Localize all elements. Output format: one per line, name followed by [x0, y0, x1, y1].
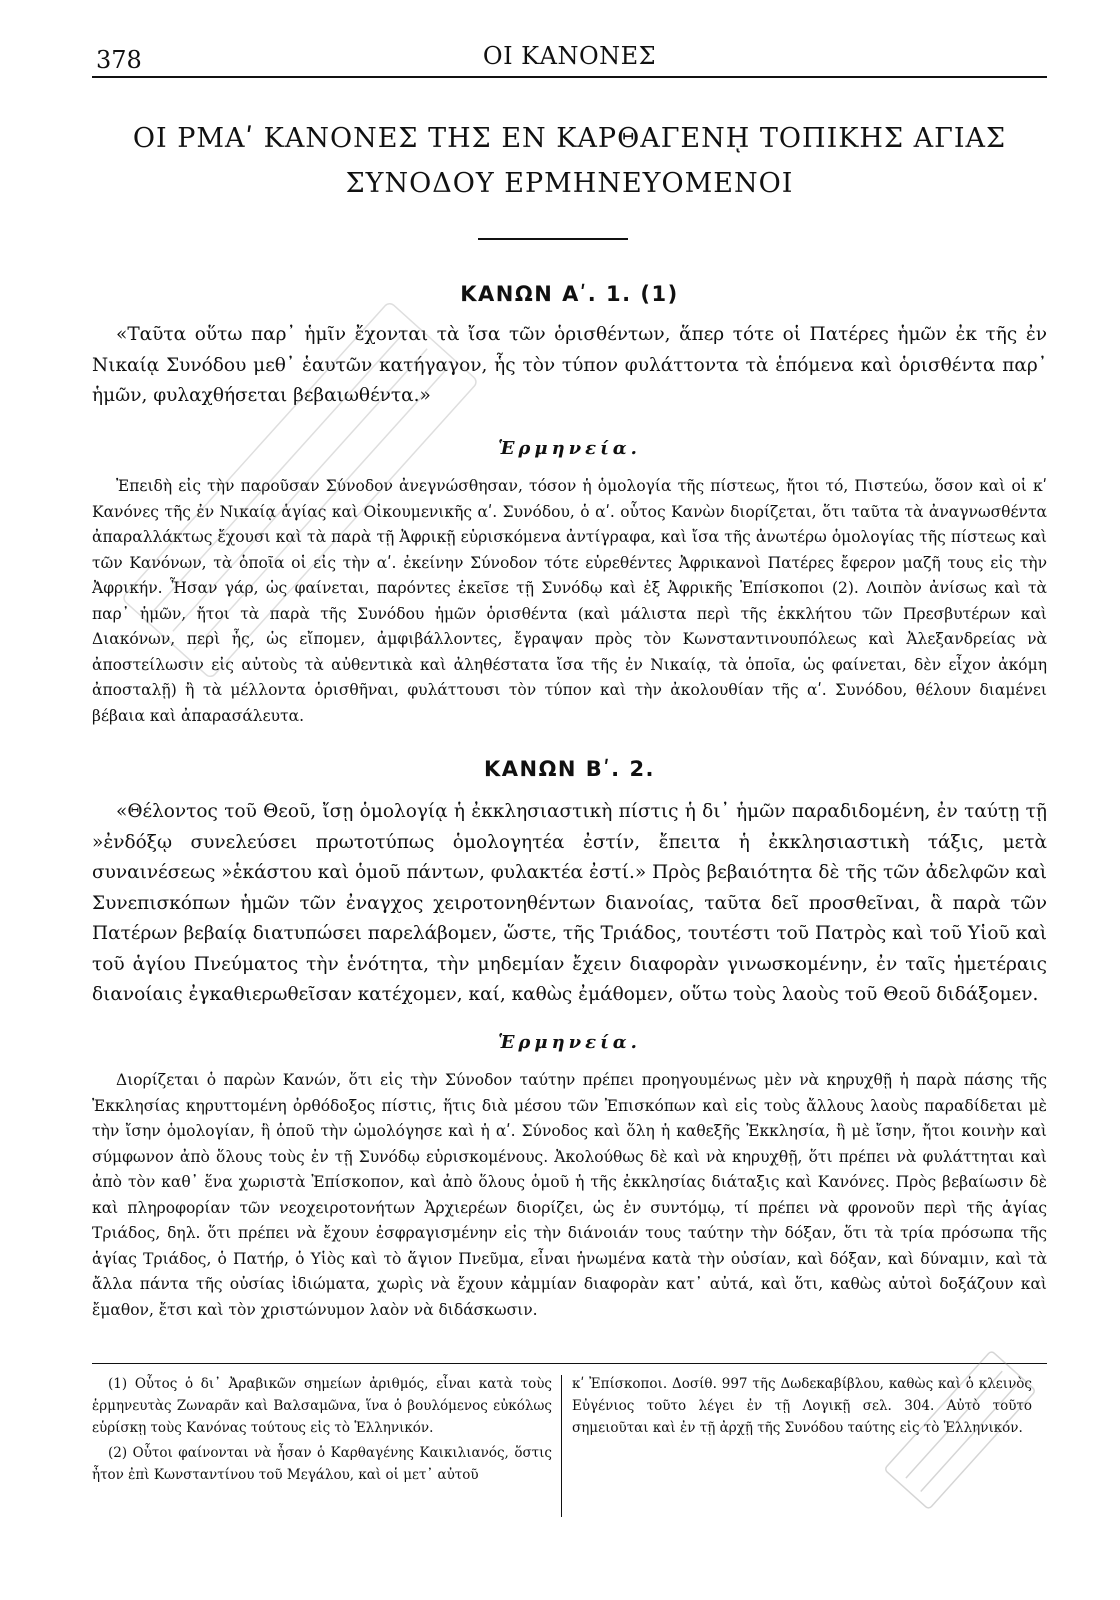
footnote-column-right: [572, 1373, 1032, 1442]
canon-2-heading: ΚΑΝΩΝ Βʹ. 2.: [483, 757, 656, 781]
page-title: [92, 116, 1047, 206]
canon-2-interpretation-text: Διορίζεται ὁ παρὼν Κανών, ὅτι εἰς τὴν Σύνοδον ταύτην πρέπει προηγουμένως μὲν νὰ κηρυχθῇ ἡ παρὰ πάσης τῆς Ἐκκλησίας κηρυττομένη ὀρθόδοξος πίστις, ἥτις διὰ μέσου τῶν Ἐπισκόπων καὶ εἰς τοὺς ἄλλους λαοὺς παραδίδεται μὲ τὴν ἴσην ὁμολογίαν, ἣ ὁποῦ τὴν ὡμολόγησε καὶ ἡ αʹ. Σύνοδος καὶ ὅλη ἡ καθεξῆς Ἐκκλησία, ἢ μὲ ἴσην, ἤτοι κοινὴν καὶ σύμφωνον ἀπὸ ὅλους τοὺς ἐν τῇ Συνόδῳ εὑρισκομένους. Ἀκολούθως δὲ καὶ νὰ κηρυχθῇ, ὅτι πρέπει νὰ φυλάττηται καὶ ἀπὸ τὸν καθ᾽ ἕνα χωριστὰ Ἐπίσκοπον, καὶ ἀπὸ ὅλους ὁμοῦ ἡ τῆς ἐκκλησίας διάταξις καὶ Κανόνες. Πρὸς βεβαίωσιν δὲ καὶ πληροφορίαν τῶν νεοχειροτονήτων Ἀρχιερέων διορίζει, ὡς ἐν συντόμῳ, τί πρέπει νὰ φρονοῦν περὶ τῆς ἁγίας Τριάδος, δηλ. ὅτι πρέπει νὰ ἔχουν ἐσφραγισμένην εἰς τὴν διάνοιάν τους ταύτην τὴν δόξαν, ὅτι τὰ τρία πρόσωπα τῆς ἁγίας Τριάδος, ὁ Πατήρ, ὁ Υἱὸς καὶ τὸ ἅγιον Πνεῦμα, εἶναι ἡνωμένα κατὰ τὴν οὐσίαν, καὶ δόξαν, καὶ δύναμιν, καὶ τὰ ἄλλα πάντα τῆς οὐσίας ἰδιώματα, χωρὶς νὰ ἔχουν κἀμμίαν διαφορὰν κατ᾽ αὐτά, καὶ ὅτι, καθὼς αὐτοὶ δοξάζουν καὶ ἔμαθον, ἔτσι καὶ τὸν χριστώνυμον λαὸν νὰ διδάσκωσιν.: [92, 1071, 1047, 1319]
footnote-column-left: [92, 1373, 552, 1489]
page-number: 378: [96, 46, 142, 74]
footnote-2: (2) Οὗτοι φαίνονται νὰ ἦσαν ὁ Καρθαγένης Καικιλιανός, ὅστις ἦτον ἐπὶ Κωνσταντίνου τοῦ Μεγάλου, καὶ οἱ μετ᾽ αὐτοῦ: [92, 1445, 552, 1483]
canon-1-interpretation-text: Ἐπειδὴ εἰς τὴν παροῦσαν Σύνοδον ἀνεγνώσθησαν, τόσον ἡ ὁμολογία τῆς πίστεως, ἤτοι τό, Πιστεύω, ὅσον καὶ οἱ κʹ Κανόνες τῆς ἐν Νικαίᾳ ἁγίας καὶ Οἰκουμενικῆς αʹ. Συνόδου, ὁ αʹ. οὗτος Κανὼν διορίζεται, ὅτι ταῦτα τὰ ἀναγνωσθέντα ἀπαραλλάκτως ἔχουσι καὶ τὰ παρὰ τῇ Ἀφρικῇ εὑρισκόμενα ἀντίγραφα, καὶ ἴσα τῆς ἀνωτέρω ὁμολογίας τῆς πίστεως καὶ τῶν Κανόνων, τὰ ὁποῖα οἱ εἰς τὴν αʹ. ἐκείνην Σύνοδον τότε εὑρεθέντες Ἀφρικανοὶ Πατέρες ἔφερον μαζῆ τους εἰς τὴν Ἀφρικήν. Ἦσαν γάρ, ὡς φαίνεται, παρόντες ἐκεῖσε τῇ Συνόδῳ καὶ ἐξ Ἀφρικῆς Ἐπίσκοποι (2). Λοιπὸν ἀνίσως καὶ τὰ παρ᾽ ἡμῶν, ἤτοι τὰ παρὰ τῆς Συνόδου ἡμῶν ὁρισθέντα (καὶ μάλιστα περὶ τῆς ἐκκλήτου τῶν Πρεσβυτέρων καὶ Διακόνων, περὶ ἧς, ὡς εἴπομεν, ἀμφιβάλλοντες, ἔγραψαν πρὸς τὸν Κωνσταντινουπόλεως καὶ Ἀλεξανδρείας νὰ ἀποστείλωσιν εἰς αὐτοὺς τὰ αὐθεντικὰ καὶ ἀληθέστατα ἴσα τῆς ἐν Νικαίᾳ, τὰ ὁποῖα, ὡς φαίνεται, δὲν εἶχον ἀκόμη ἀποσταλῇ) ἢ τὰ μέλλοντα ὁρισθῆναι, φυλάττουσι τὸν τύπον καὶ τὴν ἀκολουθίαν τῆς αʹ. Συνόδου, θέλουν διαμένει βέβαια καὶ ἀπαρασάλευτα.: [92, 477, 1047, 725]
running-title: ΟΙ ΚΑΝΟΝΕΣ: [482, 42, 657, 70]
title-divider: [478, 238, 628, 240]
canon-2-text: «Θέλοντος τοῦ Θεοῦ, ἴσῃ ὁμολογίᾳ ἡ ἐκκλησιαστικὴ πίστις ἡ δι᾽ ἡμῶν παραδιδομένη, ἐν ταύτῃ τῇ »ἐνδόξῳ συνελεύσει πρωτοτύπως ὁμολογητέα ἐστίν, ἔπειτα ἡ ἐκκλησιαστικὴ τάξις, μετὰ συναινέσεως »ἑκάστου καὶ ὁμοῦ πάντων, φυλακτέα ἐστί.» Πρὸς βεβαιότητα δὲ τῆς τῶν ἀδελφῶν καὶ Συνεπισκόπων ἡμῶν τῶν ἐναγχος χειροτονηθέντων διανοίας, ταῦτα δεῖ προσθεῖναι, ἃ παρὰ τῶν Πατέρων βεβαίᾳ διατυπώσει παρελάβομεν, ὥστε, τῆς Τριάδος, τουτέστι τοῦ Πατρὸς καὶ τοῦ Υἱοῦ καὶ τοῦ ἁγίου Πνεύματος τὴν ἑνότητα, τὴν μηδεμίαν ἔχειν διαφορὰν γινωσκομένην, ἐν ταῖς ἡμετέραις διανοίαις ἐγκαθιερωθεῖσαν κατέχομεν, καί, καθὼς ἐμάθομεν, οὕτω τοὺς λαοὺς τοῦ Θεοῦ διδάξομεν.: [92, 801, 1047, 1005]
canon-1-heading: ΚΑΝΩΝ Αʹ. 1. (1): [460, 282, 679, 306]
running-header: [92, 36, 1047, 78]
canon-1-text: «Ταῦτα οὕτω παρ᾽ ἡμῖν ἔχονται τὰ ἴσα τῶν ὁρισθέντων, ἅπερ τότε οἱ Πατέρες ἡμῶν ἐκ τῆς ἐν Νικαίᾳ Συνόδου μεθ᾽ ἑαυτῶν κατήγαγον, ἧς τὸν τύπον φυλάττοντα τὰ ἑπόμενα καὶ ὁρισθέντα παρ᾽ ἡμῶν, φυλαχθήσεται βεβαιωθέντα.»: [92, 324, 1047, 406]
canon-1-interpretation-heading: Ἑρμηνεία.: [498, 438, 641, 459]
footnotes: [92, 1373, 1047, 1523]
footnote-column-divider: [561, 1375, 562, 1517]
title-line-1: ΟΙ ΡΜΑʹ ΚΑΝΟΝΕΣ ΤΗΣ ΕΝ ΚΑΡΘΑΓΕΝῌ ΤΟΠΙΚΗΣ ΑΓΙΑΣ: [132, 123, 1007, 154]
footnote-2-continued: κʹ Ἐπίσκοποι. Δοσίθ. 997 τῆς Δωδεκαβίβλου, καθὼς καὶ ὁ κλεινὸς Εὐγένιος τοῦτο λέγει ἐν τῇ Λογικῇ σελ. 304. Αὐτὸ τοῦτο σημειοῦται καὶ ἐν τῇ ἀρχῇ τῆς Συνόδου ταύτης εἰς τὸ Ἑλληνικόν.: [572, 1376, 1032, 1436]
footnote-divider: [92, 1363, 1047, 1364]
canon-2-interpretation-heading: Ἑρμηνεία.: [498, 1032, 641, 1053]
footnote-1: (1) Οὗτος ὁ δι᾽ Ἀραβικῶν σημείων ἀριθμός, εἶναι κατὰ τοὺς ἑρμηνευτὰς Ζωναρᾶν καὶ Βαλσαμῶνα, ἵνα ὁ βουλόμενος εὐκόλως εὑρίσκῃ τοὺς Κανόνας τούτους εἰς τὸ Ἑλληνικόν.: [92, 1376, 552, 1436]
title-line-2: ΣΥΝΟΔΟΥ ΕΡΜΗΝΕΥΟΜΕΝΟΙ: [345, 168, 794, 199]
